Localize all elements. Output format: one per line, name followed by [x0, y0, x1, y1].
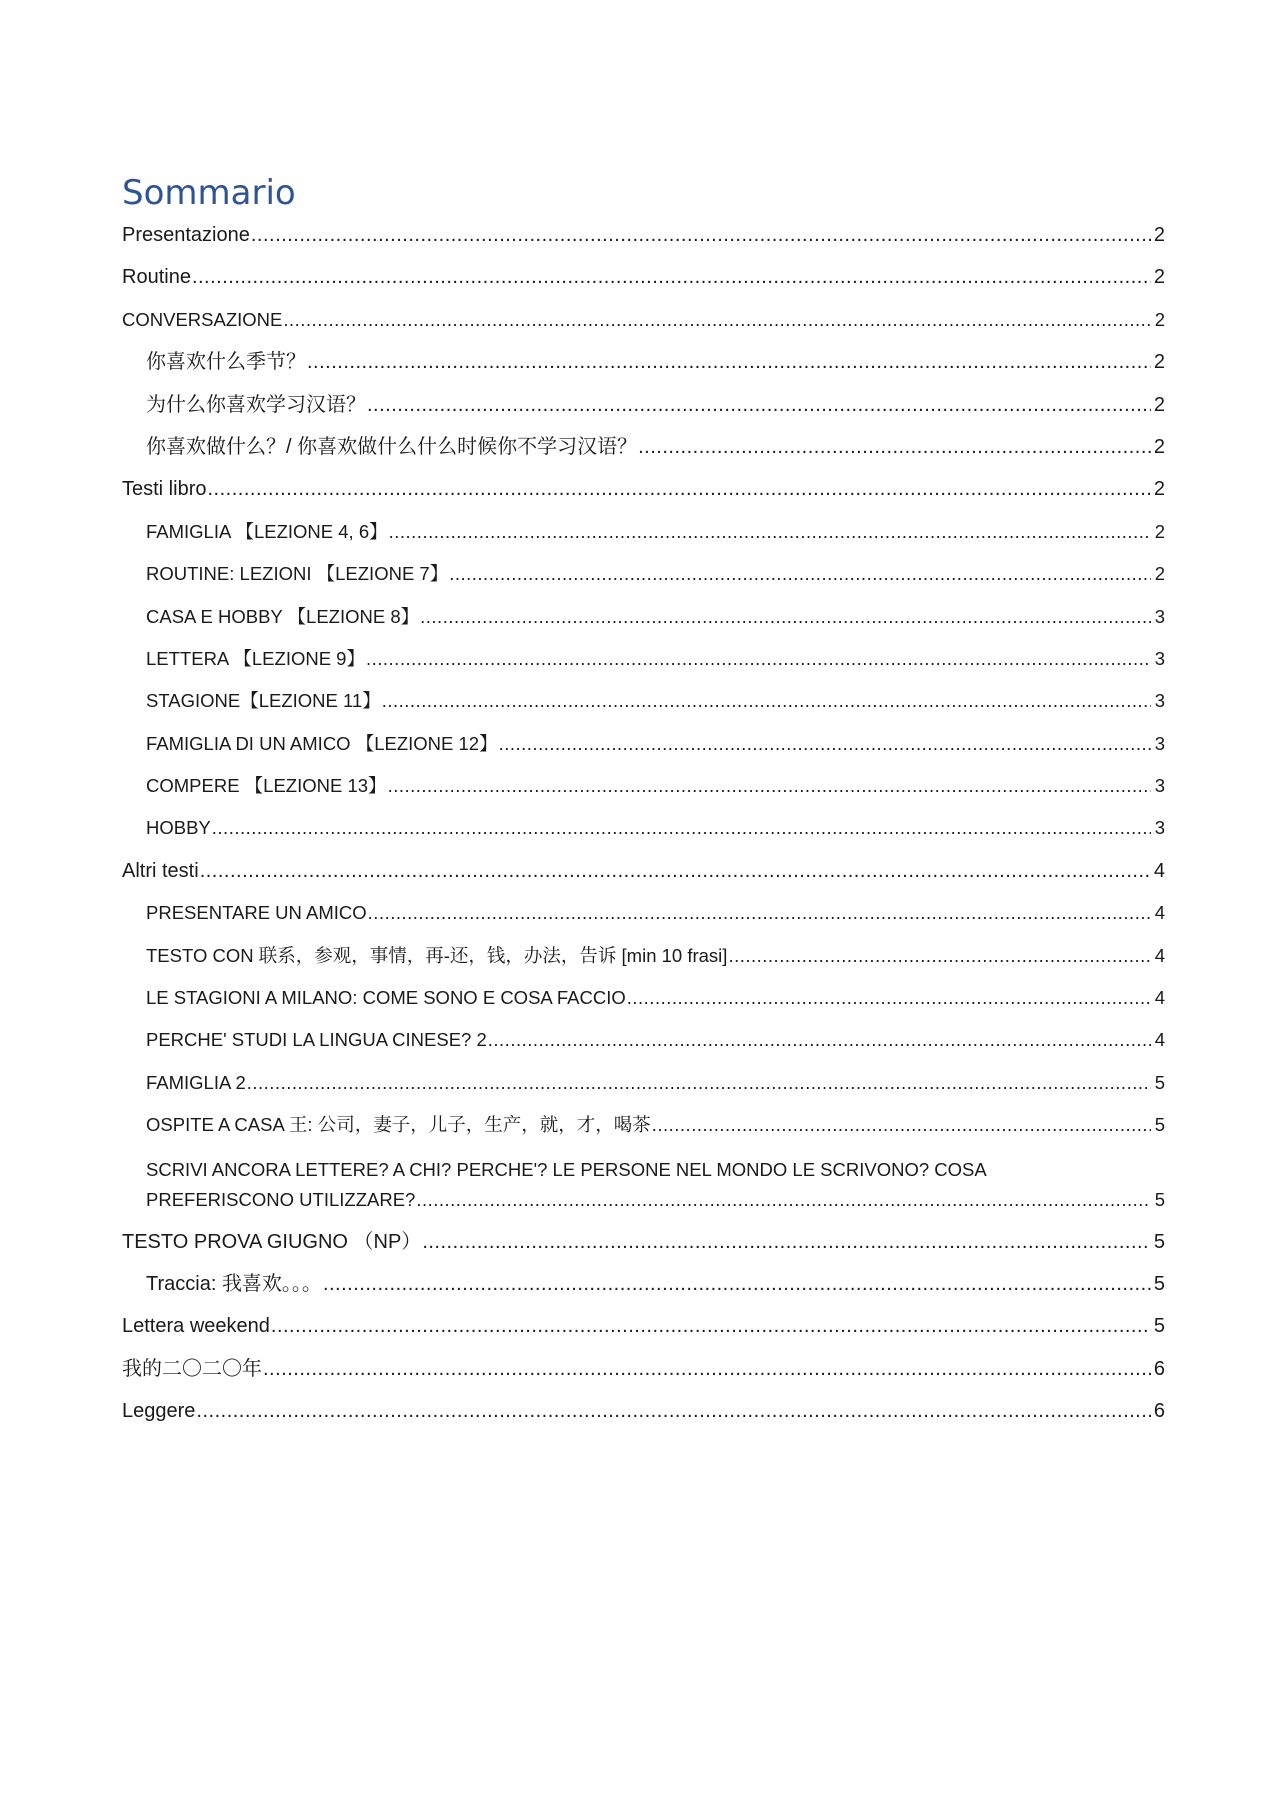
toc-entry-lettera[interactable] [122, 646, 1165, 688]
toc-entry-page: 6 [1153, 1400, 1165, 1423]
toc-entry-label: Lettera weekend [122, 1315, 270, 1338]
dot-leader [488, 1027, 1151, 1053]
toc-entry-presentare-amico[interactable] [122, 900, 1165, 942]
toc-entry-label: ROUTINE: LEZIONI 【LEZIONE 7】 [146, 563, 449, 585]
dot-leader [196, 1398, 1151, 1424]
toc-entry-label: Routine [122, 266, 191, 289]
toc-entry-label: CONVERSAZIONE [122, 308, 283, 330]
toc-entry-stagione[interactable] [122, 688, 1165, 730]
toc-entry-page: 4 [1153, 859, 1165, 882]
dot-leader [422, 1229, 1151, 1255]
toc-entry-label: Presentazione [122, 224, 250, 246]
dot-leader [271, 1313, 1151, 1339]
dot-leader [251, 222, 1151, 248]
toc-entry-why-chinese-question[interactable] [122, 392, 1165, 434]
toc-entry-famiglia-2[interactable] [122, 1070, 1165, 1112]
dot-leader [212, 815, 1151, 841]
toc-entry-page: 2 [1153, 393, 1165, 416]
dot-leader [728, 943, 1151, 969]
dot-leader [192, 264, 1151, 290]
dot-leader [420, 604, 1151, 630]
toc-entry-routine[interactable] [122, 264, 1165, 306]
toc-entry-label: FAMIGLIA 【LEZIONE 4, 6】 [146, 520, 388, 542]
toc-entry-label: FAMIGLIA 2 [146, 1071, 246, 1093]
toc-entry-label: OSPITE A CASA 王: 公司，妻子，儿子，生产，就，才，喝茶 [146, 1114, 651, 1136]
toc-entry-season-question[interactable] [122, 349, 1165, 391]
toc-entry-label: FAMIGLIA DI UN AMICO 【LEZIONE 12】 [146, 732, 498, 754]
toc-entry-page: 2 [1154, 520, 1165, 542]
dot-leader [263, 1356, 1151, 1382]
toc-entry-page: 3 [1154, 690, 1165, 712]
toc-entry-label: 你喜欢做什么？/ 你喜欢做什么什么时候你不学习汉语？ [146, 435, 638, 458]
dot-leader [449, 561, 1151, 587]
dot-leader [283, 307, 1151, 333]
toc-entry-page: 5 [1154, 1071, 1165, 1093]
toc-entry-label: Leggere [122, 1400, 196, 1423]
dot-leader [366, 646, 1151, 672]
dot-leader [307, 349, 1151, 375]
dot-leader [323, 1271, 1151, 1297]
toc-entry-label: Altri testi [122, 859, 199, 882]
toc-entry-page: 2 [1154, 308, 1165, 330]
dot-leader [389, 519, 1151, 545]
toc-entry-page: 4 [1154, 902, 1165, 924]
toc-entry-page: 4 [1154, 987, 1165, 1009]
toc-entry-presentazione[interactable] [122, 222, 1165, 264]
toc-entry-label: PERCHE' STUDI LA LINGUA CINESE? 2 [146, 1029, 487, 1051]
toc-entry-hobby[interactable] [122, 815, 1165, 857]
toc-entry-page: 2 [1153, 224, 1165, 246]
toc-entry-testo-con[interactable] [122, 943, 1165, 985]
toc-entry-perche-studi[interactable] [122, 1027, 1165, 1069]
toc-entry-hobby-question[interactable] [122, 434, 1165, 476]
toc-entry-label: LETTERA 【LEZIONE 9】 [146, 647, 365, 669]
toc-entry-label: HOBBY [146, 817, 211, 839]
toc-entry-page: 2 [1153, 351, 1165, 374]
toc-entry-page: 4 [1154, 1029, 1165, 1051]
dot-leader [416, 1185, 1151, 1215]
toc-entry-casa-hobby[interactable] [122, 604, 1165, 646]
toc-entry-label: Traccia: 我喜欢。。。 [146, 1272, 322, 1295]
toc-entry-page: 3 [1154, 817, 1165, 839]
toc-entry-page: 3 [1154, 775, 1165, 797]
toc-entry-compere[interactable] [122, 773, 1165, 815]
toc-entry-lettera-weekend[interactable] [122, 1313, 1165, 1355]
dot-leader [388, 773, 1151, 799]
toc-entry-page: 5 [1153, 1315, 1165, 1338]
toc-entry-label: 你喜欢什么季节？ [146, 351, 306, 374]
toc-entry-label: TESTO PROVA GIUGNO （NP） [122, 1230, 422, 1253]
toc-entry-page: 2 [1153, 266, 1165, 289]
toc-entry-page: 5 [1154, 1188, 1165, 1210]
dot-leader [652, 1112, 1151, 1138]
toc-entry-leggere[interactable] [122, 1398, 1165, 1440]
dot-leader [627, 985, 1151, 1011]
toc-entry-page: 2 [1153, 478, 1165, 501]
toc-title: Sommario [122, 173, 296, 213]
dot-leader [499, 731, 1151, 757]
dot-leader [200, 858, 1151, 884]
toc-entry-label: STAGIONE【LEZIONE 11】 [146, 690, 381, 712]
toc-entry-label: 为什么你喜欢学习汉语？ [146, 393, 366, 416]
toc-entry-ospite-casa[interactable] [122, 1112, 1165, 1154]
toc-entry-label: CASA E HOBBY 【LEZIONE 8】 [146, 605, 420, 627]
toc-entry-page: 3 [1154, 732, 1165, 754]
dot-leader [247, 1070, 1151, 1096]
toc-entry-famiglia-amico[interactable] [122, 731, 1165, 773]
toc-entry-label: TESTO CON 联系，参观，事情，再-还，钱，办法，告诉 [min 10 frasi] [146, 944, 728, 966]
toc-entry-page: 5 [1153, 1272, 1165, 1295]
toc-entry-page: 4 [1154, 944, 1165, 966]
toc-entry-page: 2 [1153, 435, 1165, 458]
toc-entry-testi-libro[interactable] [122, 476, 1165, 518]
toc-entry-label: COMPERE 【LEZIONE 13】 [146, 775, 387, 797]
toc-entry-my-2020[interactable] [122, 1356, 1165, 1398]
toc-entry-altri-testi[interactable] [122, 858, 1165, 900]
toc-entry-page: 2 [1154, 563, 1165, 585]
toc-entry-label: Testi libro [122, 478, 207, 501]
toc-entry-page: 3 [1154, 605, 1165, 627]
dot-leader [207, 476, 1151, 502]
toc-entry-label-line2: PREFERISCONO UTILIZZARE? [146, 1188, 416, 1210]
dot-leader [382, 688, 1151, 714]
toc-entry-label: PRESENTARE UN AMICO [146, 902, 367, 924]
toc-entry-page: 6 [1153, 1357, 1165, 1380]
toc-entry-page: 3 [1154, 647, 1165, 669]
toc-entry-famiglia[interactable] [122, 519, 1165, 561]
toc-entry-traccia[interactable] [122, 1271, 1165, 1313]
toc-entry-routine-lezioni[interactable] [122, 561, 1165, 603]
dot-leader [367, 392, 1151, 418]
toc-entry-line2 [146, 1185, 1165, 1215]
toc-entry-page: 5 [1154, 1114, 1165, 1136]
toc-entry-conversazione[interactable] [122, 307, 1165, 349]
toc-entry-page: 5 [1153, 1230, 1165, 1253]
dot-leader [638, 434, 1151, 460]
toc-entry-label-line1: SCRIVI ANCORA LETTERE? A CHI? PERCHE'? LE PERSONE NEL MONDO LE SCRIVONO? COSA [146, 1158, 987, 1180]
table-of-contents [122, 222, 1165, 1441]
toc-entry-label: LE STAGIONI A MILANO: COME SONO E COSA FACCIO [146, 987, 626, 1009]
toc-entry-label: 我的二〇二〇年 [122, 1357, 262, 1380]
toc-entry-scrivi-lettere[interactable] [122, 1155, 1165, 1229]
toc-entry-stagioni-milano[interactable] [122, 985, 1165, 1027]
toc-entry-testo-prova[interactable] [122, 1229, 1165, 1271]
dot-leader [368, 900, 1151, 926]
